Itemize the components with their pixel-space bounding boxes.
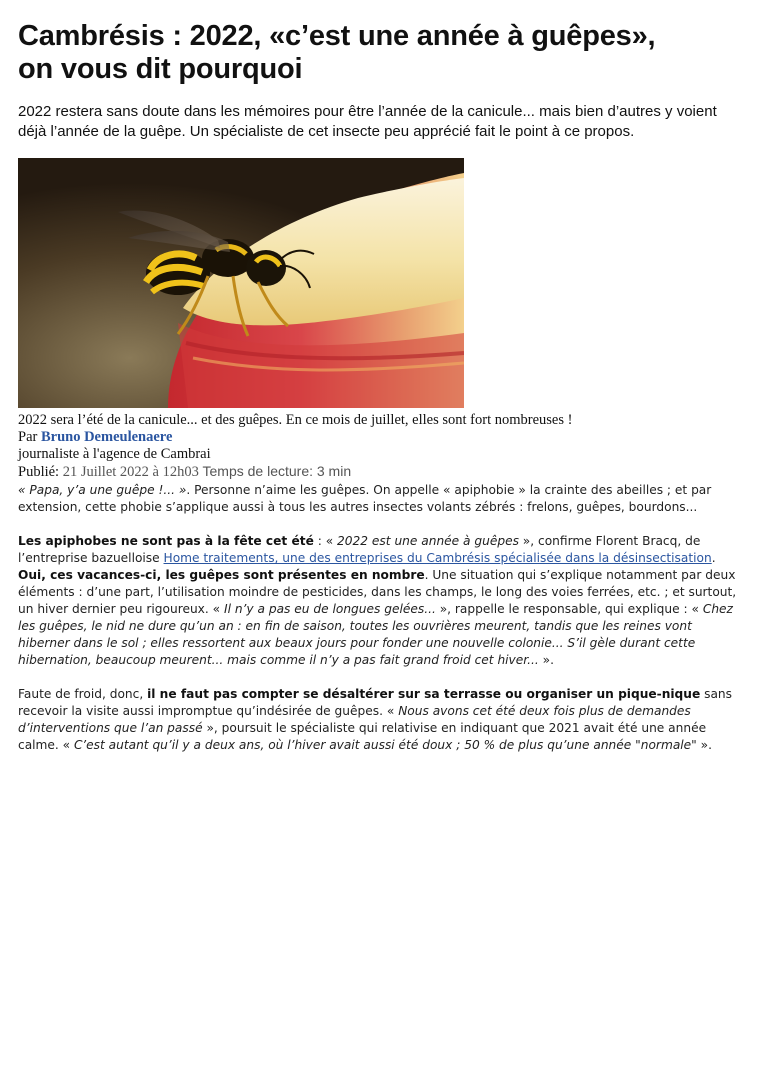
published-line bbox=[18, 463, 740, 481]
text: : « bbox=[313, 534, 338, 548]
home-traitements-link[interactable]: Home traitements, une des entreprises du Cambrésis spécialisée dans la désinsectisation bbox=[163, 551, 712, 565]
quote: Nous avons cet été deux fois plus de demandes d’interventions que l’an passé bbox=[18, 704, 691, 735]
quote: C’est autant qu’il y a deux ans, où l’hiver avait aussi été doux ; 50 % de plus qu’une année "normale" bbox=[74, 738, 697, 752]
bold-text: Oui, ces vacances-ci, les guêpes sont présentes en nombre bbox=[18, 568, 425, 582]
title-line-2: on vous dit pourquoi bbox=[18, 53, 303, 85]
paragraph-3 bbox=[18, 686, 740, 754]
photo-caption: 2022 sera l’été de la canicule... et des guêpes. En ce mois de juillet, elles sont fort nombreuses ! bbox=[18, 412, 573, 428]
quote: « Papa, y’a une guêpe !... » bbox=[18, 483, 187, 497]
article-body bbox=[18, 482, 740, 754]
published-label: Publié: bbox=[18, 464, 63, 480]
quote: 2022 est une année à guêpes bbox=[337, 534, 519, 548]
text: », confirme Florent Bracq, de l’entreprise bazuelloise bbox=[18, 534, 701, 565]
article bbox=[18, 0, 740, 771]
text: », poursuit le spécialiste qui relativise en indiquant que 2021 avait été une année calme. « bbox=[18, 721, 707, 752]
text: Faute de froid, donc, bbox=[18, 687, 148, 701]
bold-lead: Les apiphobes ne sont pas à la fête cet été bbox=[18, 534, 314, 548]
text: . Personne n’aime les guêpes. On appelle « apiphobie » la crainte des abeilles ; et par extension, cette phobie s’applique aussi à tous les autres insectes volants zébrés : frelons, guêpes, bourdons... bbox=[18, 483, 712, 514]
paragraph-1 bbox=[18, 482, 740, 516]
text: . Une situation qui s’explique notamment par deux éléments : d’une part, l’utilisation moindre de pesticides, dans les champs, le long des voies ferrées, etc. ; et surtout, un hiver dernier peu rigoureux. « bbox=[18, 568, 737, 616]
author-link[interactable]: Bruno Demeulenaere bbox=[40, 429, 173, 445]
reading-time: Temps de lecture: 3 min bbox=[198, 463, 352, 479]
bold-text: il ne faut pas compter se désaltérer sur sa terrasse ou organiser un pique-nique bbox=[147, 687, 701, 701]
text: ». bbox=[696, 738, 712, 752]
text: », rappelle le responsable, qui explique : « bbox=[435, 602, 703, 616]
published-date: 21 Juillet 2022 à 12h03 bbox=[62, 464, 199, 480]
author-role: journaliste à l'agence de Cambrai bbox=[18, 446, 211, 462]
text: ». bbox=[538, 653, 554, 667]
article-title bbox=[18, 20, 740, 86]
text: sans recevoir la visite aussi impromptue qu’indésirée de guêpes. « bbox=[18, 687, 733, 718]
text: . bbox=[711, 551, 716, 565]
quote: Chez les guêpes, le nid ne dure qu’un an : en fin de saison, toutes les ouvrières meurent, tandis que les reines vont hiberner dans le sol ; elles ressortent aux beaux jours pour fonder une nouvelle colonie... S’il gèle durant cette hibernation, beaucoup meurent... mais comme il n’y a pas fait grand froid cet hiver... bbox=[18, 602, 733, 667]
quote: Il n’y a pas eu de longues gelées... bbox=[223, 602, 436, 616]
byline-prefix: Par bbox=[18, 429, 41, 445]
byline bbox=[18, 429, 740, 446]
title-line-1: Cambrésis : 2022, «c’est une année à guêpes», bbox=[18, 20, 656, 52]
paragraph-2 bbox=[18, 533, 740, 669]
article-lede: 2022 restera sans doute dans les mémoires pour être l’année de la canicule... mais bien d’autres y voient déjà l’année de la guêpe. Un spécialiste de cet insecte peu apprécié fait le point à ce propos. bbox=[18, 103, 717, 140]
wasp-on-apple-photo bbox=[18, 158, 464, 408]
